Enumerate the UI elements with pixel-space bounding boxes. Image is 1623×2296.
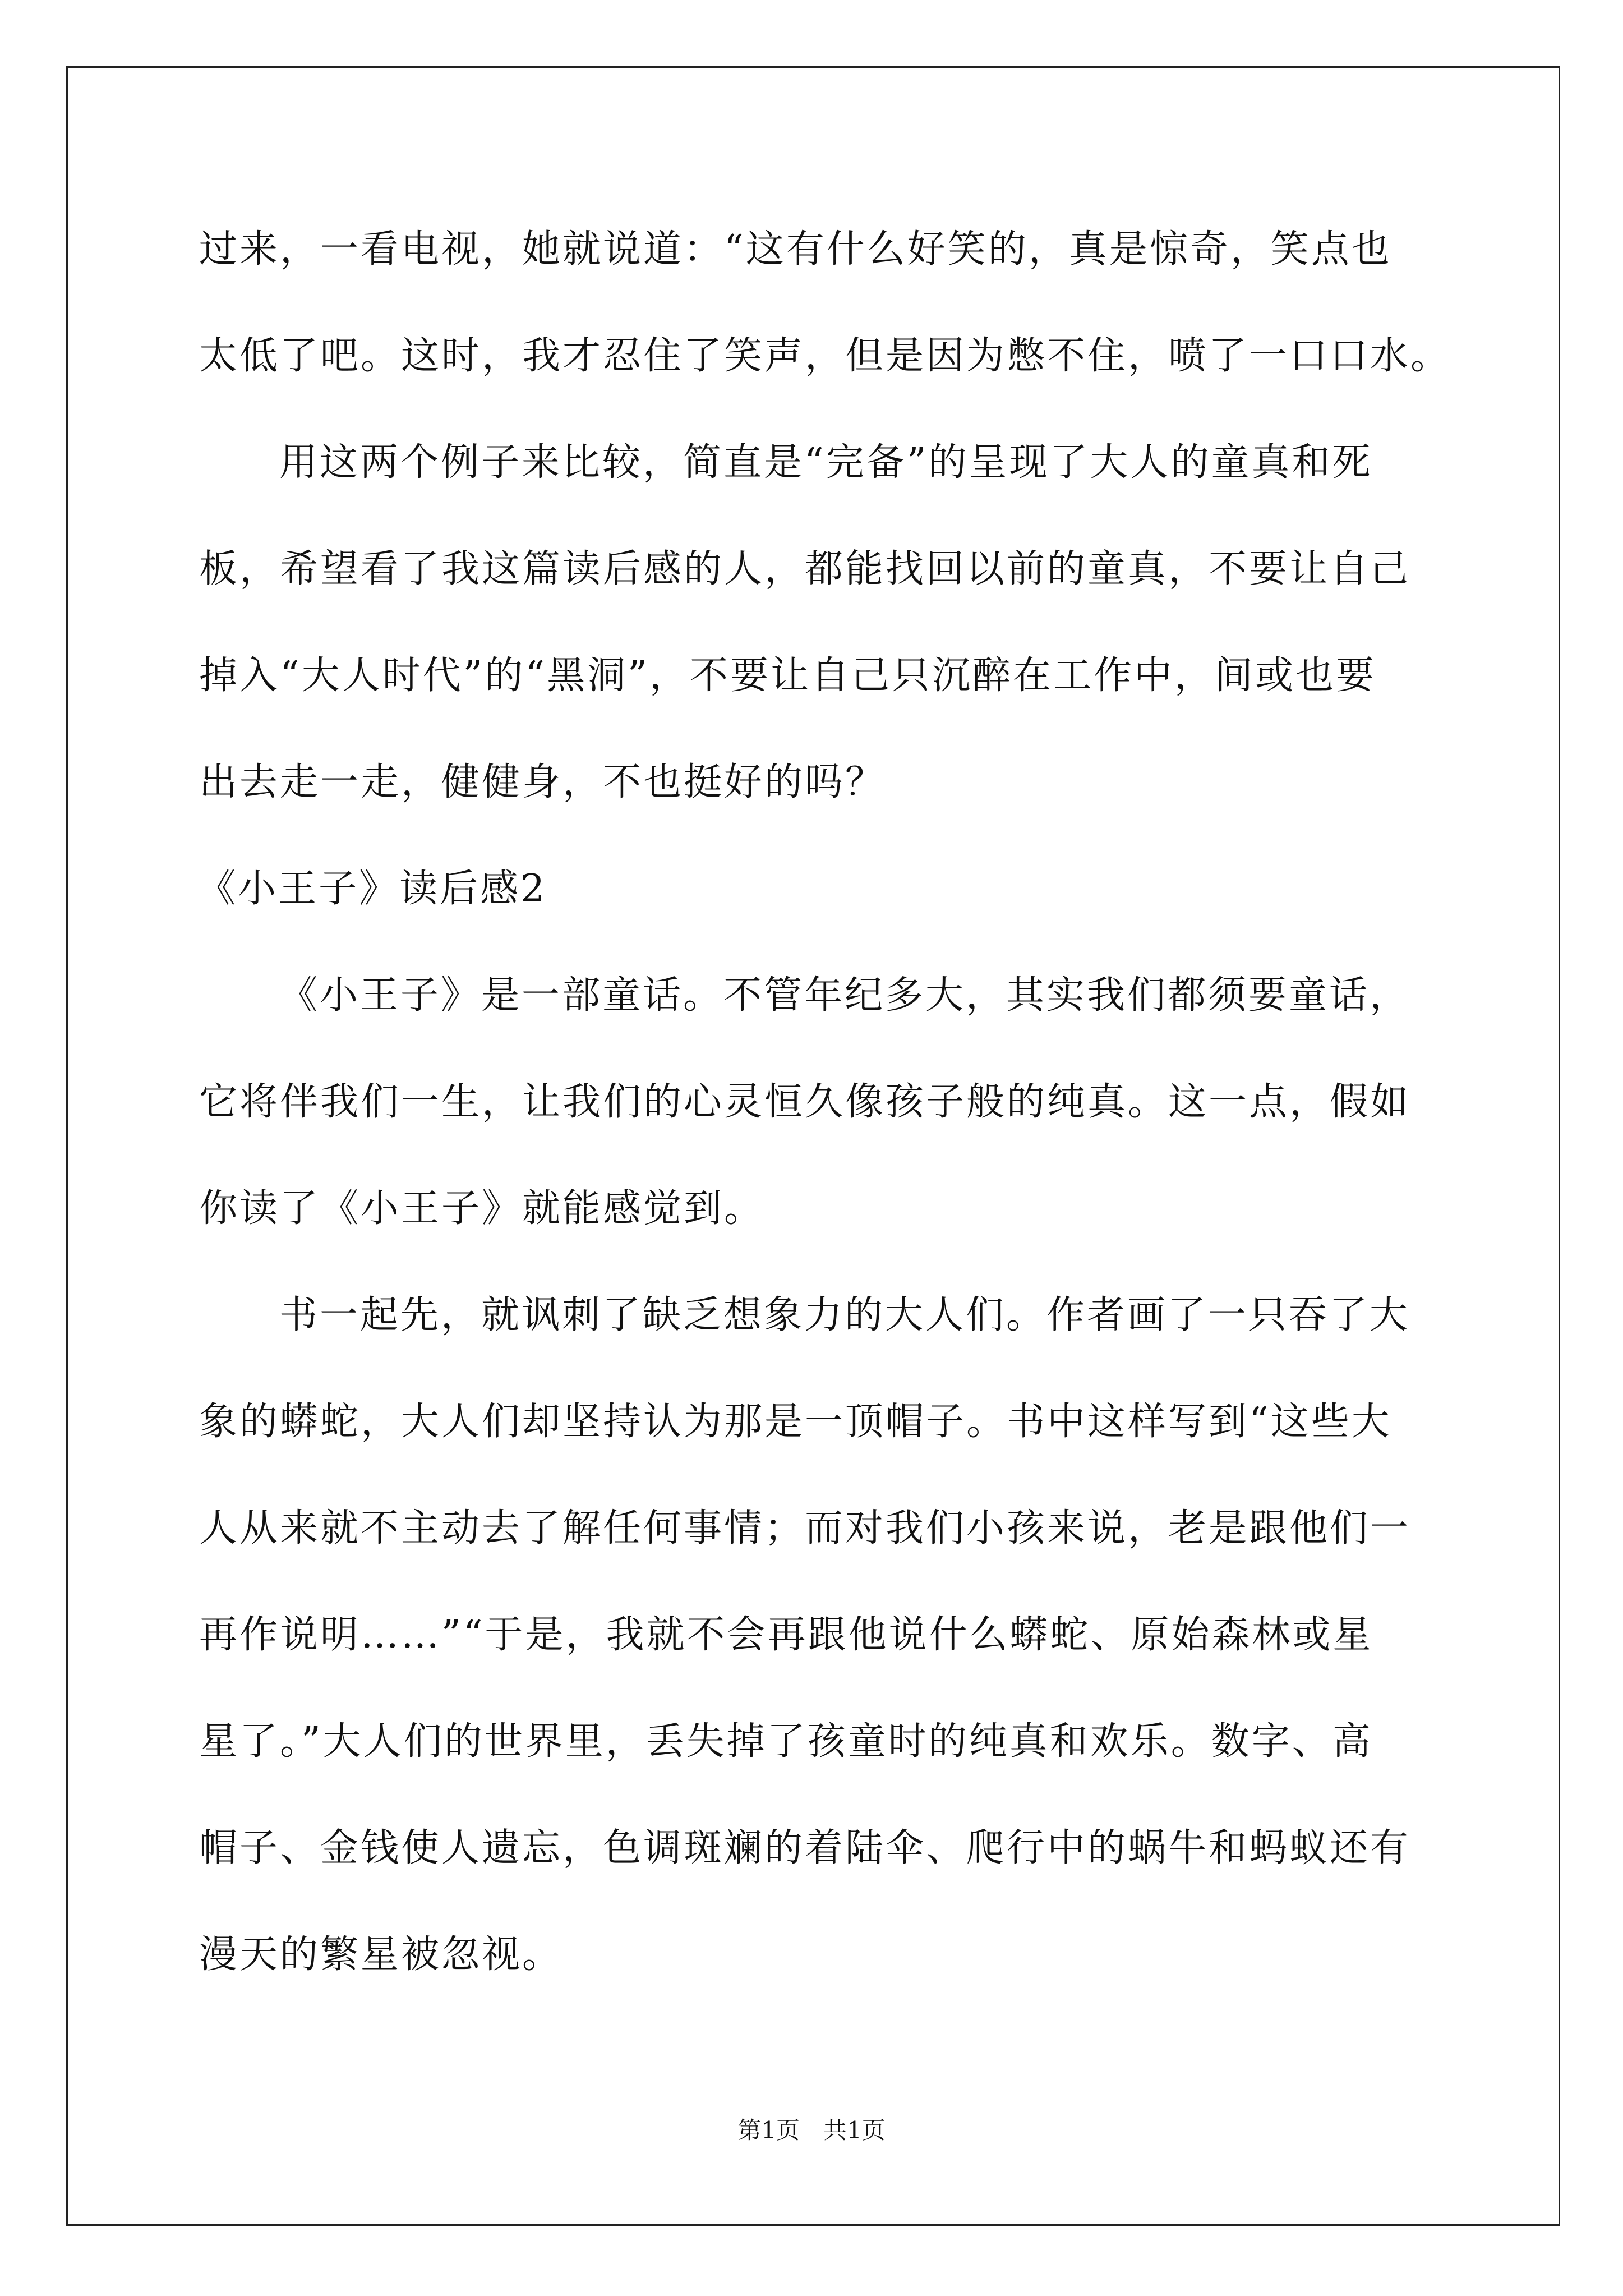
text-line: 象的蟒蛇，大人们却坚持认为那是一顶帽子。书中这样写到“这些大 — [199, 1400, 1392, 1444]
text-line: 太低了吧。这时，我才忍住了笑声，但是因为憋不住，喷了一口口水。 — [199, 334, 1451, 378]
page-number-footer: 第1页 共1页 — [737, 2116, 886, 2144]
page-border — [66, 66, 1560, 2226]
paragraph-start-line: 用这两个例子来比较，简直是“完备”的呈现了大人的童真和死 — [279, 440, 1373, 485]
text-line: 出去走一走，健健身，不也挺好的吗？ — [199, 760, 886, 804]
text-line: 漫天的繁星被忽视。 — [199, 1932, 563, 1977]
text-line: 板，希望看了我这篇读后感的人，都能找回以前的童真，不要让自己 — [199, 547, 1411, 591]
text-line: 掉入“大人时代”的“黑洞”，不要让自己只沉醉在工作中，间或也要 — [199, 654, 1377, 698]
section-heading: 《小王子》读后感2 — [197, 867, 547, 911]
text-line: 过来，一看电视，她就说道：“这有什么好笑的，真是惊奇，笑点也 — [199, 227, 1392, 272]
text-line: 再作说明……”“于是，我就不会再跟他说什么蟒蛇、原始森林或星 — [199, 1613, 1373, 1657]
text-line: 你读了《小王子》就能感觉到。 — [199, 1186, 765, 1231]
text-line: 人从来就不主动去了解任何事情；而对我们小孩来说，老是跟他们一 — [199, 1506, 1411, 1550]
paragraph-start-line: 《小王子》是一部童话。不管年纪多大，其实我们都须要童话， — [279, 973, 1410, 1018]
text-line: 星了。”大人们的世界里，丢失掉了孩童时的纯真和欢乐。数字、高 — [199, 1719, 1373, 1764]
text-line: 帽子、金钱使人遗忘，色调斑斓的着陆伞、爬行中的蜗牛和蚂蚁还有 — [199, 1826, 1411, 1870]
paragraph-start-line: 书一起先，就讽刺了缺乏想象力的大人们。作者画了一只吞了大 — [279, 1293, 1410, 1337]
text-line: 它将伴我们一生，让我们的心灵恒久像孩子般的纯真。这一点，假如 — [199, 1080, 1411, 1124]
